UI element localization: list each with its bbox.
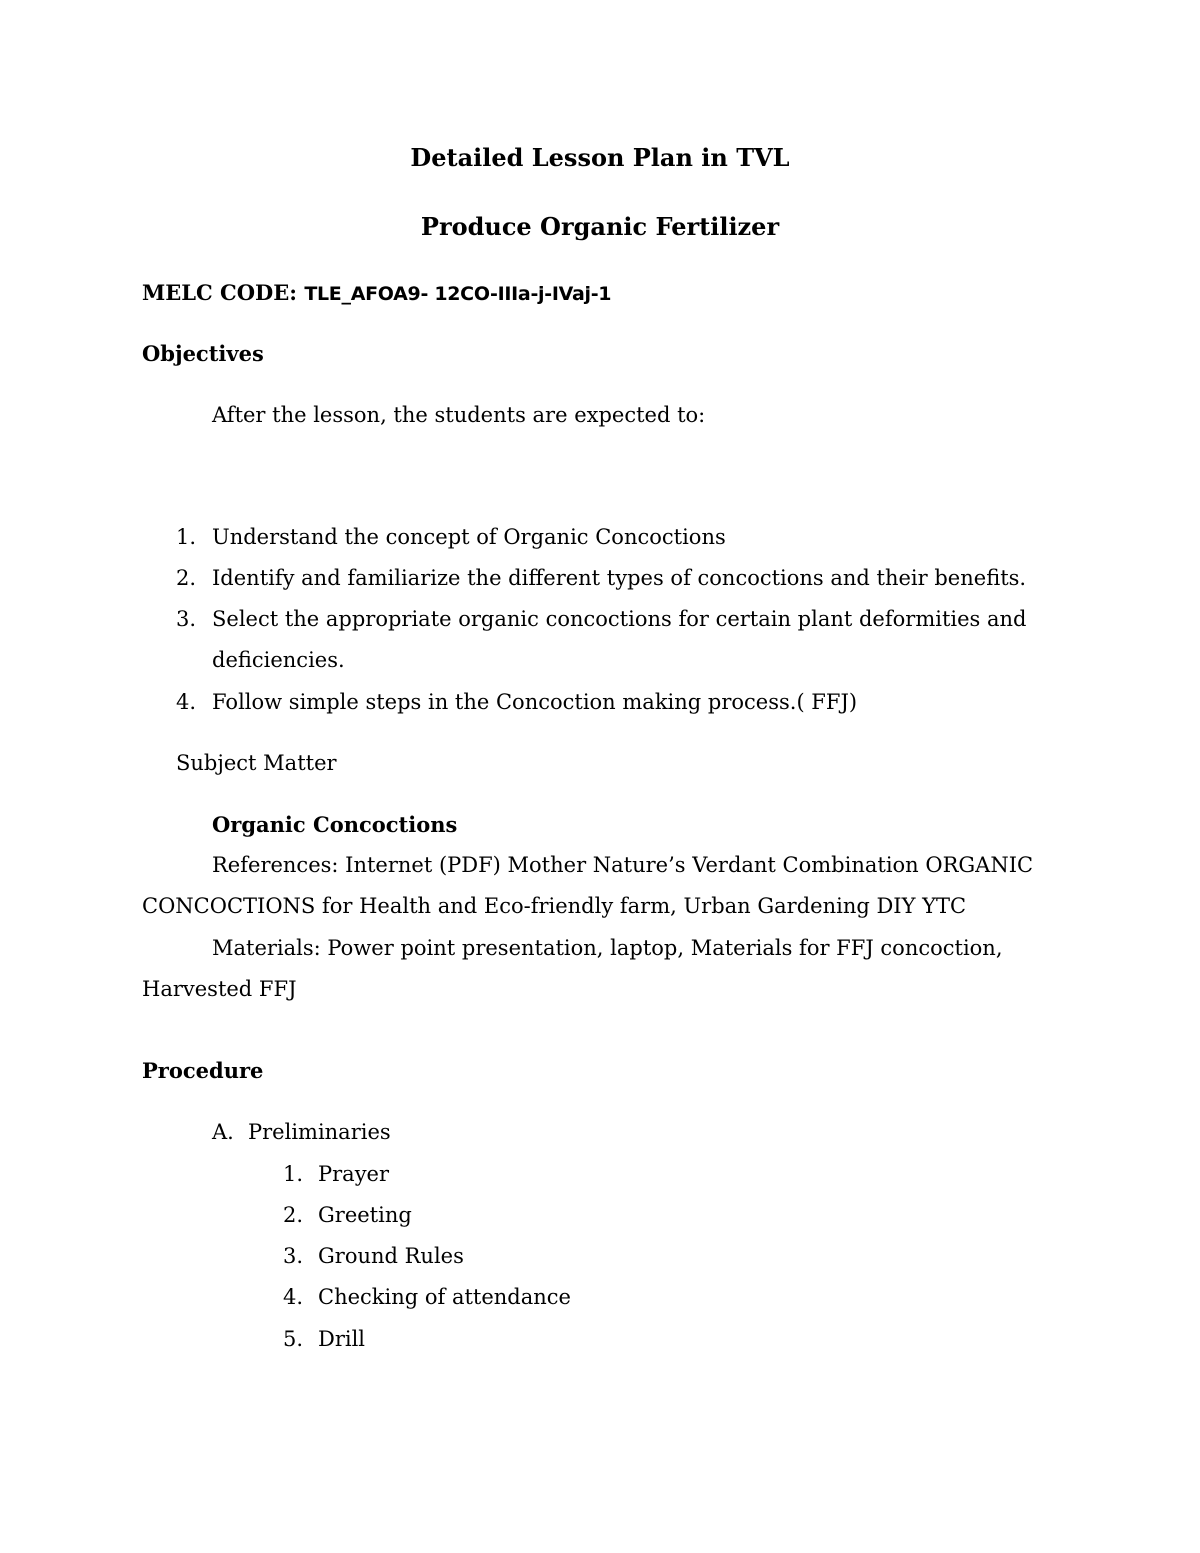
- objectives-heading: Objectives: [142, 341, 264, 366]
- list-item-text: Follow simple steps in the Concoction making process.( FFJ): [212, 690, 858, 714]
- materials-line-1: Materials: Power point presentation, laptop, Materials for FFJ concoction,: [212, 936, 1003, 960]
- objectives-intro: After the lesson, the students are expected to:: [212, 403, 706, 427]
- references-line-1: References: Internet (PDF) Mother Nature’s Verdant Combination ORGANIC: [212, 853, 1034, 877]
- materials-line-2: Harvested FFJ: [142, 977, 297, 1001]
- list-item-text: Checking of attendance: [318, 1285, 571, 1309]
- list-item-number: 2.: [176, 566, 197, 590]
- melc-code-line: [142, 282, 611, 304]
- section-letter: A.: [212, 1120, 234, 1144]
- subject-matter-heading: Subject Matter: [176, 751, 337, 775]
- subject-matter-topic: Organic Concoctions: [212, 812, 458, 837]
- list-item-text: Select the appropriate organic concoctions for certain plant deformities and: [212, 607, 1027, 631]
- list-item-number: 5.: [283, 1327, 304, 1351]
- section-label: Preliminaries: [248, 1120, 391, 1144]
- list-item-text: Drill: [318, 1327, 366, 1351]
- melc-code: TLE_AFOA9- 12CO-IIIa-j-IVaj-1: [304, 283, 612, 305]
- list-item-text: Understand the concept of Organic Concoctions: [212, 525, 726, 549]
- list-item-text: Prayer: [318, 1162, 390, 1186]
- list-item-number: 1.: [283, 1162, 304, 1186]
- document-title: Detailed Lesson Plan in TVL: [410, 143, 790, 172]
- list-item-number: 3.: [283, 1244, 304, 1268]
- list-item-text-continued: deficiencies.: [212, 648, 345, 672]
- references-line-2: CONCOCTIONS for Health and Eco-friendly farm, Urban Gardening DIY YTC: [142, 894, 967, 918]
- list-item-number: 2.: [283, 1203, 304, 1227]
- procedure-heading: Procedure: [142, 1058, 264, 1083]
- list-item-text: Identify and familiarize the different types of concoctions and their benefits.: [212, 566, 1027, 590]
- document-subtitle: Produce Organic Fertilizer: [420, 212, 780, 241]
- list-item-text: Ground Rules: [318, 1244, 464, 1268]
- list-item-text: Greeting: [318, 1203, 412, 1227]
- melc-label: MELC CODE:: [142, 280, 298, 305]
- list-item-number: 3.: [176, 607, 197, 631]
- list-item-number: 4.: [176, 690, 197, 714]
- list-item-number: 1.: [176, 525, 197, 549]
- list-item-number: 4.: [283, 1285, 304, 1309]
